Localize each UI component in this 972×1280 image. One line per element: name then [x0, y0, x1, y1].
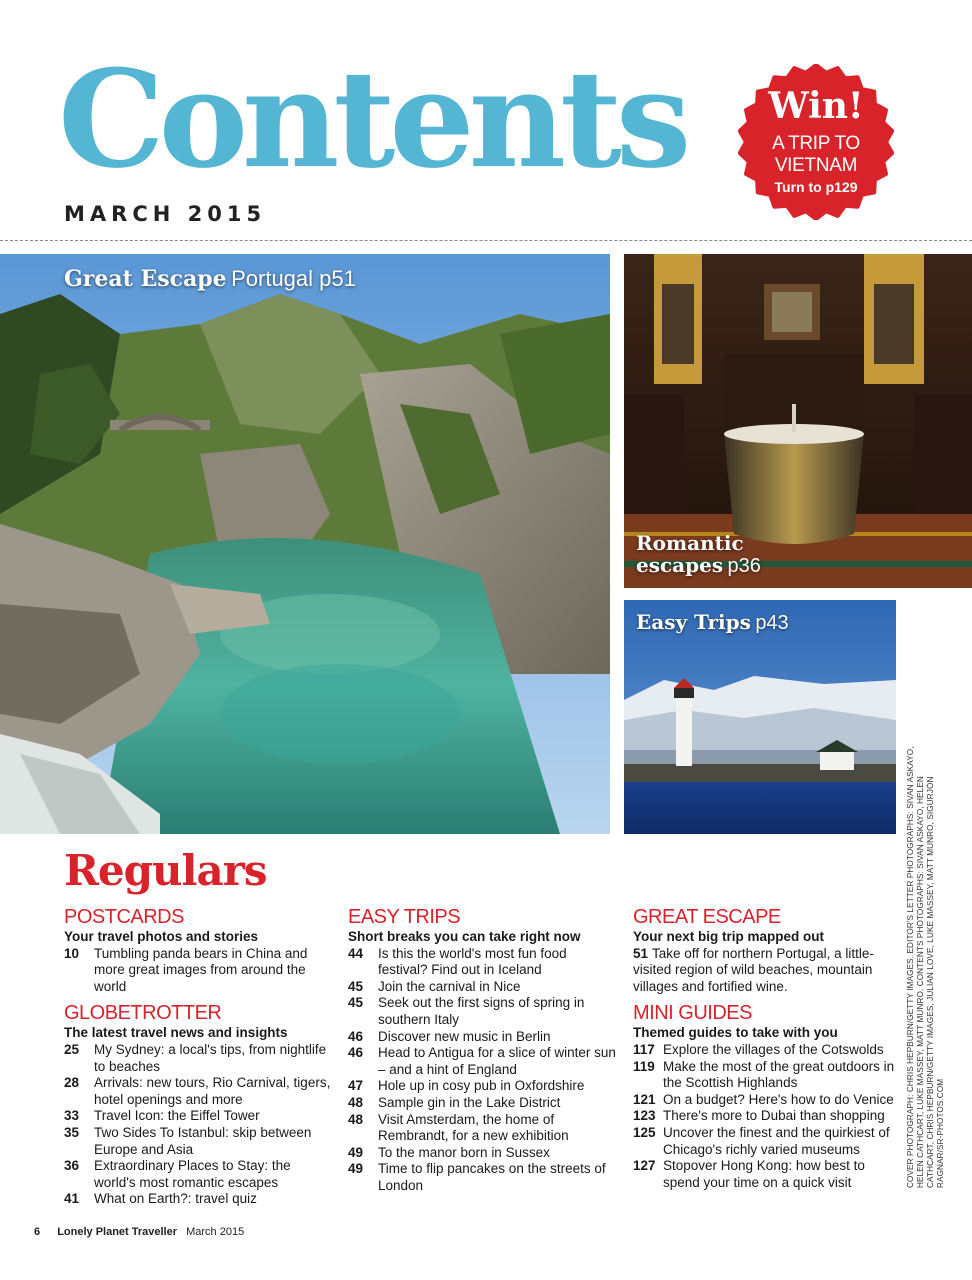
page-title: Contents: [58, 40, 686, 198]
page-number: 119: [633, 1058, 655, 1074]
column-3: [633, 906, 895, 1191]
page-number: 44: [348, 945, 364, 961]
list-item[interactable]: [633, 1059, 895, 1092]
section-title-mini-guides[interactable]: MINI GUIDES: [633, 1002, 752, 1025]
section-subtitle-globetrotter: The latest travel news and insights: [64, 1025, 288, 1041]
great-escape-intro[interactable]: [633, 946, 895, 996]
photo-portugal-gorge[interactable]: [0, 254, 610, 834]
caption-easy-trips: [636, 610, 789, 635]
entry-text: What on Earth?: travel quiz: [94, 1191, 257, 1207]
list-item[interactable]: [633, 1158, 895, 1191]
entry-text: Time to flip pancakes on the streets of London: [378, 1161, 606, 1193]
section-title-great-escape[interactable]: GREAT ESCAPE: [633, 906, 781, 928]
entry-text: There's more to Dubai than shopping: [663, 1108, 885, 1124]
footer-date: March 2015: [186, 1226, 245, 1238]
list-item[interactable]: [633, 1108, 895, 1125]
caption-romantic-strong-1: Romantic: [636, 531, 744, 555]
entry-text: Arrivals: new tours, Rio Carnival, tigers, hotel openings and more: [94, 1075, 331, 1107]
entry-text: Head to Antigua for a slice of winter sun – and a hint of England: [378, 1045, 616, 1077]
entry-text: Visit Amsterdam, the home of Rembrandt, for a new exhibition: [378, 1111, 569, 1144]
page-number: 46: [348, 1028, 364, 1044]
page-footer: [34, 1226, 244, 1238]
list-item[interactable]: [348, 1161, 618, 1194]
list-item[interactable]: [64, 1191, 334, 1208]
list-item[interactable]: [64, 1108, 334, 1125]
entry-text: Tumbling panda bears in China and more great images from around the world: [94, 945, 308, 994]
page-number: 48: [348, 1094, 364, 1110]
header-divider: [0, 240, 972, 241]
section-subtitle-easy-trips: Short breaks you can take right now: [348, 929, 581, 944]
page-number: 117: [633, 1041, 655, 1057]
issue-date: MARCH 2015: [64, 202, 267, 226]
footer-page-number: 6: [34, 1226, 41, 1238]
win-turn-to: Turn to p129: [774, 179, 858, 195]
win-title: Win!: [768, 85, 864, 127]
list-item[interactable]: [348, 1029, 618, 1046]
list-item[interactable]: [64, 1042, 334, 1075]
entry-text: Is this the world's most fun food festival? Find out in Iceland: [378, 945, 567, 978]
footer-magazine-name: Lonely Planet Traveller: [57, 1226, 178, 1238]
entry-text: Uncover the finest and the quirkiest of Chicago's richly varied museums: [663, 1124, 890, 1157]
win-line-1: A TRIP TO: [772, 133, 860, 154]
photo-credits: COVER PHOTOGRAPH: CHRIS HEPBURN/GETTY IMAGES. EDITOR'S LETTER PHOTOGRAPHS: SIVAN ASKAYO, HELEN CATHCART, LUKE MASSEY, MATT MUNRO. CONTENTS PHOTOGRAPHS: SIVAN ASKAYO, HELEN CATHCART, CHRIS HEPBURN/GETTY IMAGES, JULIAN LOVE, LUKE MASSEY, MATT MUNRO, SIGURJÓN RAGNAR/SR-PHOTOS.COM: [906, 746, 945, 1188]
section-subtitle-postcards: Your travel photos and stories: [64, 929, 259, 944]
caption-easy-trips-light: p43: [755, 612, 789, 634]
page-number: 10: [64, 945, 80, 961]
list-item[interactable]: [348, 946, 618, 979]
list-item[interactable]: [633, 1042, 895, 1059]
page-number: 28: [64, 1075, 80, 1091]
entry-text: Sample gin in the Lake District: [378, 1094, 561, 1110]
list-item[interactable]: [348, 1112, 618, 1145]
page-number: 33: [64, 1108, 80, 1124]
page-number: 25: [64, 1041, 80, 1057]
list-item[interactable]: [633, 1092, 895, 1109]
caption-great-escape-strong: Great Escape: [64, 266, 227, 292]
entry-text: Two Sides To Istanbul: skip between Europe and Asia: [94, 1124, 312, 1157]
list-item[interactable]: [64, 1125, 334, 1158]
section-subtitle-mini-guides: Themed guides to take with you: [633, 1025, 838, 1041]
list-item[interactable]: [348, 1095, 618, 1112]
list-item[interactable]: [64, 1075, 334, 1108]
entry-text: Join the carnival in Nice: [378, 978, 521, 994]
page-number: 49: [348, 1161, 364, 1177]
entry-text: Extraordinary Places to Stay: the world's most romantic escapes: [94, 1158, 291, 1190]
entry-text: Travel Icon: the Eiffel Tower: [94, 1108, 260, 1124]
section-subtitle-great-escape: Your next big trip mapped out: [633, 929, 824, 944]
entry-text: To the manor born in Sussex: [378, 1144, 550, 1160]
column-1: [64, 906, 334, 1208]
page-number: 49: [348, 1144, 364, 1160]
page-number: 47: [348, 1078, 364, 1094]
entry-text: Make the most of the great outdoors in the Scottish Highlands: [663, 1058, 895, 1091]
portugal-gorge-image: [0, 254, 610, 834]
entry-text: Stopover Hong Kong: how best to spend your time on a quick visit: [663, 1158, 865, 1190]
page-number: 41: [64, 1191, 80, 1207]
list-item[interactable]: [64, 1158, 334, 1191]
caption-easy-trips-strong: Easy Trips: [636, 610, 751, 634]
list-item[interactable]: [348, 1078, 618, 1095]
caption-romantic-light: p36: [727, 555, 761, 577]
column-2: [348, 906, 618, 1195]
photo-iceland-lighthouse[interactable]: [624, 600, 896, 834]
entry-text: Seek out the first signs of spring in southern Italy: [378, 995, 585, 1027]
section-title-easy-trips[interactable]: EASY TRIPS: [348, 906, 461, 928]
page-number: 123: [633, 1108, 656, 1124]
caption-great-escape-light: Portugal p51: [231, 266, 356, 291]
page-number: 121: [633, 1091, 656, 1107]
entry-text: On a budget? Here's how to do Venice: [663, 1091, 894, 1107]
entry-text: Take off for northern Portugal, a little-visited region of wild beaches, mountain villages and fortified wine.: [633, 945, 874, 994]
page-number: 127: [633, 1158, 656, 1174]
list-item[interactable]: [348, 1145, 618, 1162]
page-number: 45: [348, 978, 364, 994]
win-line-2: VIETNAM: [774, 155, 858, 176]
entry-text: My Sydney: a local's tips, from nightlife to beaches: [94, 1041, 327, 1074]
list-item[interactable]: [348, 995, 618, 1028]
caption-romantic-strong-2: escapes: [636, 553, 724, 577]
page-number: 46: [348, 1045, 364, 1061]
iceland-lighthouse-image: [624, 600, 896, 834]
win-badge[interactable]: [738, 64, 894, 220]
caption-great-escape: [64, 266, 356, 292]
section-title-postcards[interactable]: POSTCARDS: [64, 906, 184, 928]
list-item[interactable]: [348, 979, 618, 996]
regulars-title: Regulars: [64, 846, 267, 895]
entry-text: Hole up in cosy pub in Oxfordshire: [378, 1078, 585, 1094]
list-item[interactable]: [348, 1045, 618, 1078]
page-number: 48: [348, 1111, 364, 1127]
section-title-globetrotter[interactable]: GLOBETROTTER: [64, 1002, 222, 1025]
page-number: 125: [633, 1124, 656, 1140]
list-item[interactable]: [633, 1125, 895, 1158]
page-number: 36: [64, 1158, 80, 1174]
list-item[interactable]: [64, 946, 334, 996]
photo-romantic-bathroom[interactable]: [624, 254, 972, 588]
page-number: 45: [348, 995, 364, 1011]
page-number: 35: [64, 1124, 80, 1140]
page-number: 51: [633, 945, 649, 961]
entry-text: Discover new music in Berlin: [378, 1028, 551, 1044]
entry-text: Explore the villages of the Cotswolds: [663, 1041, 884, 1057]
caption-romantic: [636, 532, 761, 579]
